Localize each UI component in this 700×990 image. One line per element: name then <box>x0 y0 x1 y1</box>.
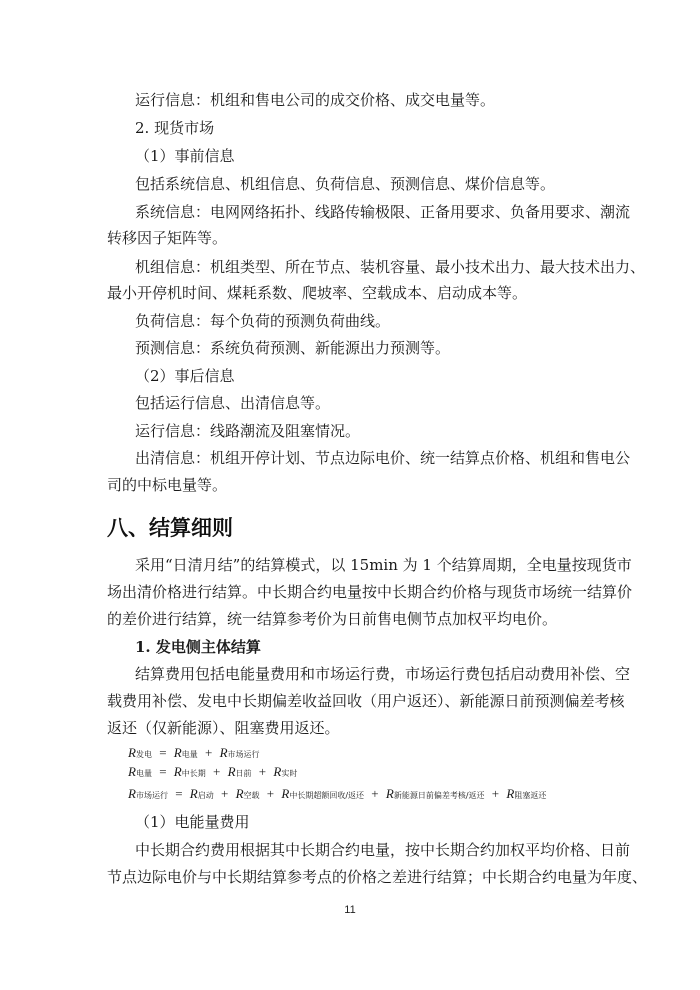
subsection-title: （1）电能量费用 <box>135 813 250 831</box>
paragraph: 运行信息：机组和售电公司的成交价格、成交电量等。 <box>135 91 496 109</box>
paragraph: 结算费用包括电能量费用和市场运行费，市场运行费包括启动费用补偿、空 <box>135 665 631 683</box>
chapter-heading: 八、结算细则 <box>107 516 233 540</box>
paragraph: 节点边际电价与中长期结算参考点的价格之差进行结算；中长期合约电量为年度、 <box>107 868 648 886</box>
paragraph: 机组信息：机组类型、所在节点、装机容量、最小技术出力、最大技术出力、 <box>135 258 646 276</box>
paragraph: 返还（仅新能源）、阻塞费用返还。 <box>107 719 340 737</box>
paragraph: 预测信息：系统负荷预测、新能源出力预测等。 <box>135 339 451 357</box>
paragraph: 负荷信息：每个负荷的预测负荷曲线。 <box>135 312 391 330</box>
paragraph: 中长期合约费用根据其中长期合约电量，按中长期合约加权平均价格、日前 <box>135 841 631 859</box>
page-number: 11 <box>344 904 356 916</box>
paragraph: 的差价进行结算，统一结算参考价为日前售电侧节点加权平均电价。 <box>107 610 558 628</box>
formula-3: R市场运行 = R启动 + R空载 + R中长期超额回收/返还 + R新能源日前偏差考核/返还 + R阻塞返还 <box>128 786 547 801</box>
section-title: 2. 现货市场 <box>135 119 215 137</box>
paragraph: 运行信息：线路潮流及阻塞情况。 <box>135 422 361 440</box>
paragraph: 最小开停机时间、煤耗系数、爬坡率、空载成本、启动成本等。 <box>107 284 528 302</box>
paragraph: 采用“日清月结”的结算模式，以 15min 为 1 个结算周期，全电量按现货市 <box>135 556 632 574</box>
paragraph: 包括系统信息、机组信息、负荷信息、预测信息、煤价信息等。 <box>135 175 556 193</box>
paragraph: 司的中标电量等。 <box>107 476 228 494</box>
paragraph: 载费用补偿、发电中长期偏差收益回收（用户返还）、新能源日前预测偏差考核 <box>107 692 625 710</box>
formula-2: R电量 = R中长期 + R日前 + R实时 <box>128 764 298 779</box>
paragraph: 场出清价格进行结算。中长期合约电量按中长期合约价格与现货市场统一结算价 <box>107 583 633 601</box>
paragraph: 系统信息：电网网络拓扑、线路传输极限、正备用要求、负备用要求、潮流 <box>135 203 631 221</box>
subsection-title: （2）事后信息 <box>135 367 235 385</box>
section-title: 1. 发电侧主体结算 <box>135 638 261 656</box>
subsection-title: （1）事前信息 <box>135 147 235 165</box>
paragraph: 包括运行信息、出清信息等。 <box>135 394 331 412</box>
paragraph: 出清信息：机组开停计划、节点边际电价、统一结算点价格、机组和售电公 <box>135 449 631 467</box>
paragraph: 转移因子矩阵等。 <box>107 229 228 247</box>
formula-1: R发电 = R电量 + R市场运行 <box>128 745 260 760</box>
